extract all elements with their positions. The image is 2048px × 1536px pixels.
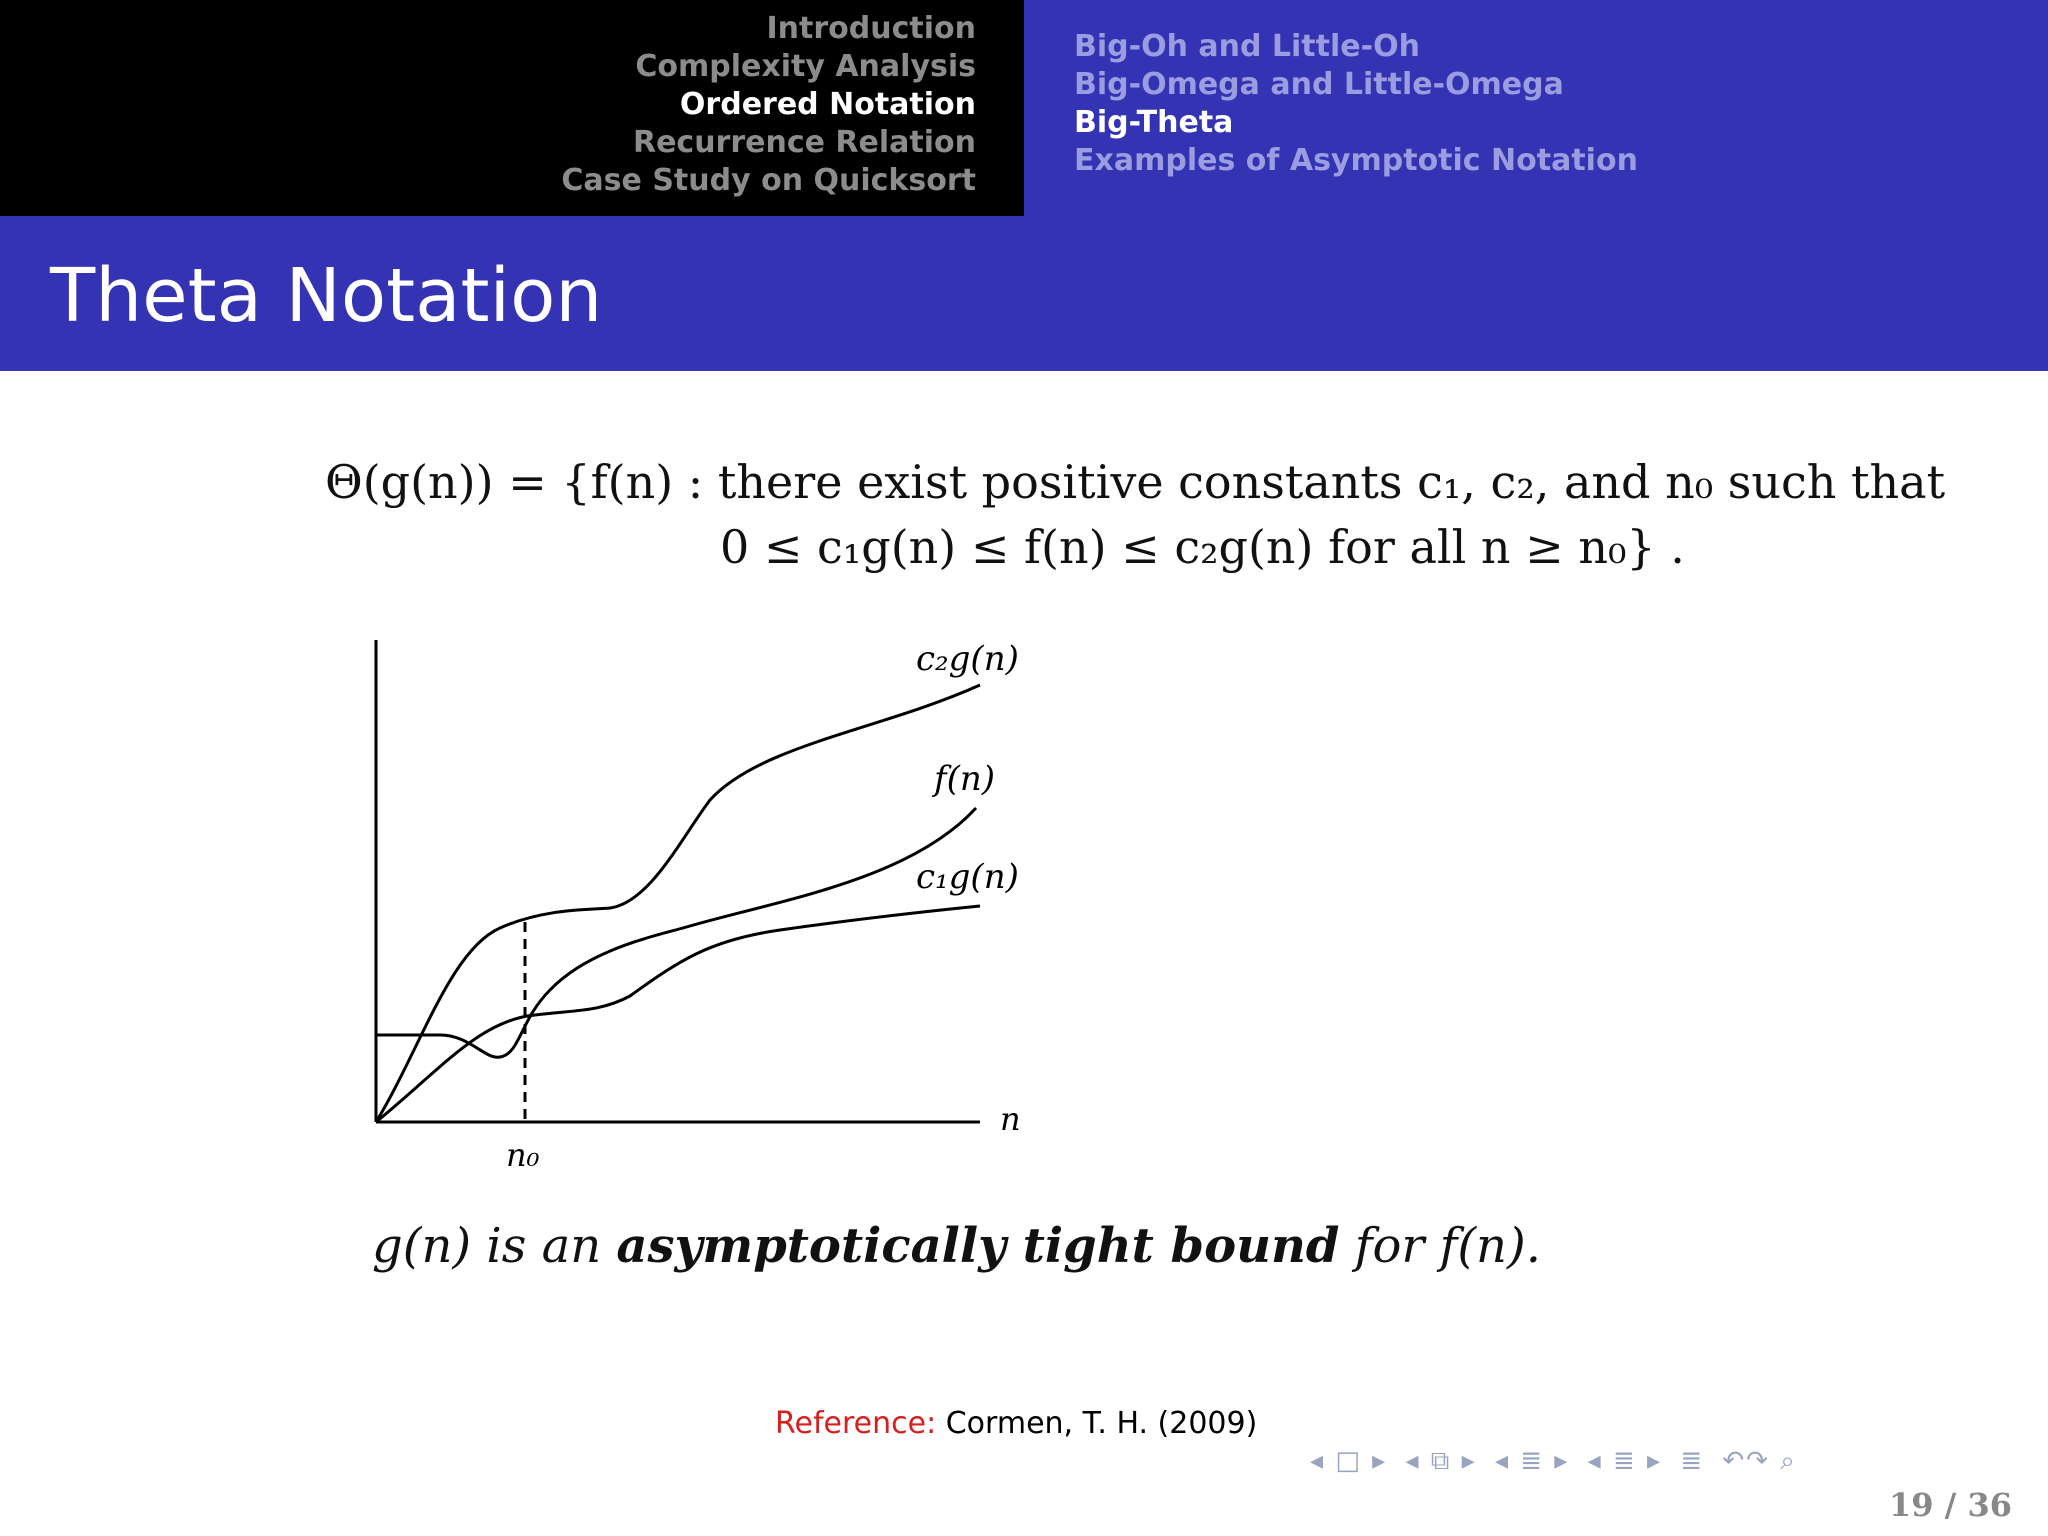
theta-graph	[360, 630, 1060, 1190]
definition-lhs: Θ(g(n)) = {f(n) :	[325, 455, 704, 509]
nav-subsection-icon[interactable]: ◂ ⧉ ▸	[1405, 1446, 1477, 1476]
definition-condition: there exist positive constants c₁, c₂, and n₀ such that	[717, 455, 1946, 509]
caption-pre: g(n) is an	[372, 1218, 617, 1274]
curve-fn	[376, 808, 976, 1057]
header-sections-panel	[0, 0, 1024, 216]
section-case-study-quicksort[interactable]: Case Study on Quicksort	[561, 163, 976, 198]
label-c2gn: c₂g(n)	[916, 639, 1019, 679]
section-nav	[561, 10, 976, 200]
nav-section-icon[interactable]: ◂ ≣ ▸	[1494, 1446, 1570, 1476]
section-introduction[interactable]: Introduction	[766, 11, 976, 46]
header-subsections-panel	[1024, 0, 2048, 216]
caption	[372, 1218, 1541, 1274]
subsection-big-theta[interactable]: Big-Theta	[1074, 105, 1234, 140]
reference-text: Cormen, T. H. (2009)	[945, 1406, 1258, 1441]
section-complexity-analysis[interactable]: Complexity Analysis	[635, 49, 976, 84]
nav-frame-icon[interactable]: ◂ □ ▸	[1310, 1446, 1388, 1476]
section-recurrence-relation[interactable]: Recurrence Relation	[632, 125, 976, 160]
nav-toc-icon[interactable]: ≣	[1680, 1446, 1705, 1476]
reference-label: Reference:	[775, 1406, 937, 1441]
caption-post: for f(n).	[1339, 1218, 1541, 1274]
reference	[775, 1406, 1257, 1441]
subsection-nav	[1074, 28, 1638, 180]
label-fn: f(n)	[934, 759, 996, 799]
definition-line-1	[325, 455, 1945, 509]
label-n0: n₀	[506, 1136, 540, 1174]
definition-line-2: 0 ≤ c₁g(n) ≤ f(n) ≤ c₂g(n) for all n ≥ n₀} .	[720, 520, 1685, 574]
beamer-nav-bar	[1310, 1446, 1805, 1477]
frame-title: Theta Notation	[50, 253, 603, 339]
page-number: 19 / 36	[1888, 1486, 2012, 1524]
nav-presentation-icon[interactable]: ◂ ≣ ▸	[1587, 1446, 1663, 1476]
curve-c2gn	[376, 685, 980, 1122]
subsection-big-oh[interactable]: Big-Oh and Little-Oh	[1074, 29, 1420, 64]
label-c1gn: c₁g(n)	[916, 857, 1019, 897]
subsection-big-omega[interactable]: Big-Omega and Little-Omega	[1074, 67, 1564, 102]
frame-title-bar	[0, 216, 2048, 371]
label-n: n	[1000, 1100, 1021, 1138]
subsection-examples[interactable]: Examples of Asymptotic Notation	[1074, 143, 1638, 178]
curve-c1gn	[376, 906, 980, 1122]
section-ordered-notation[interactable]: Ordered Notation	[679, 87, 976, 122]
nav-back-search-icon[interactable]: ↶↷ ⌕	[1722, 1446, 1797, 1476]
caption-emphasis: asymptotically tight bound	[616, 1218, 1340, 1274]
